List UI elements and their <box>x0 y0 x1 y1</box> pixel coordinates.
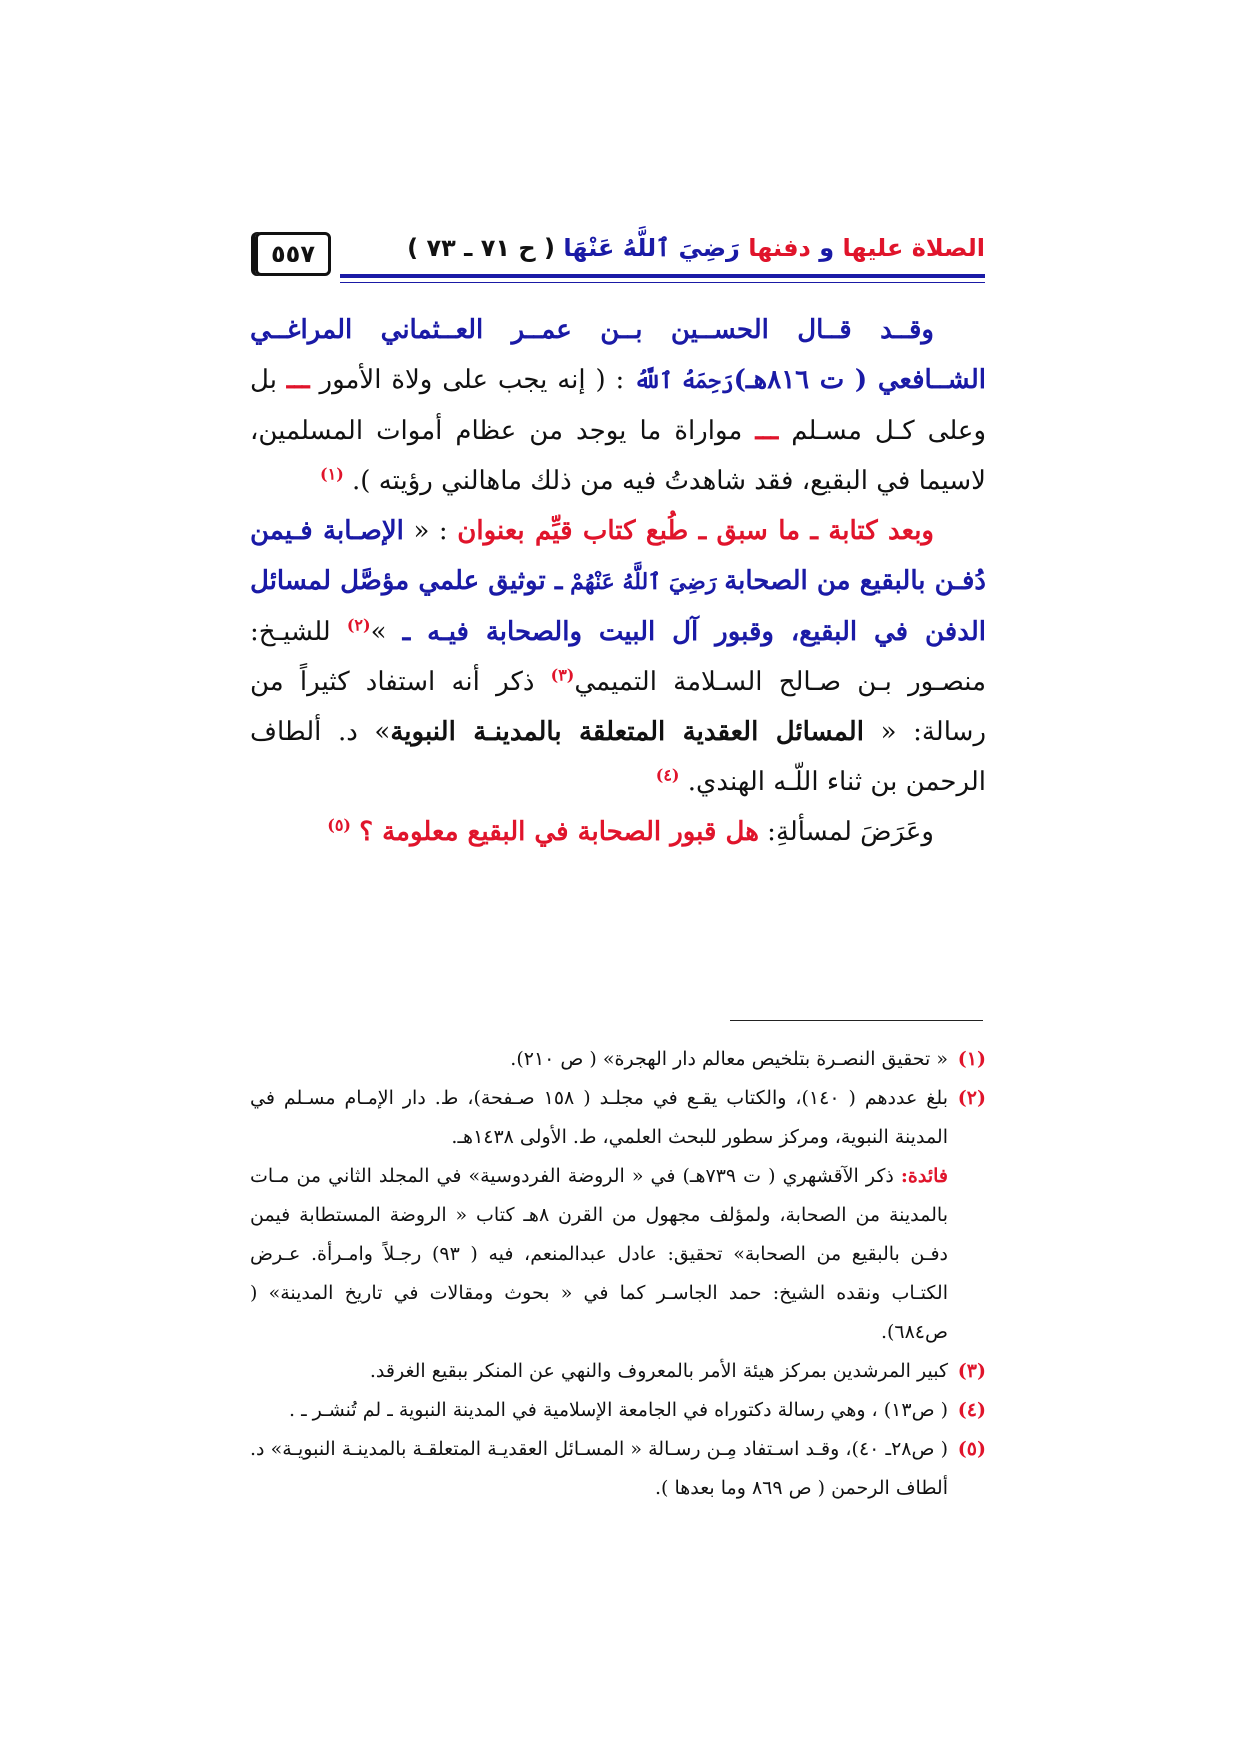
footnote-ref-3[interactable]: (٣) <box>550 665 575 685</box>
footnote-ref-2[interactable]: (٢) <box>346 615 371 635</box>
text-span: : « <box>403 516 458 546</box>
text-span: ذكر أنه استفاد كثيراً من رسالة: « <box>250 667 986 747</box>
footnote-text: ( ص١٣) ، وهي رسالة دكتوراه في الجامعة الإسلامية في المدينة النبوية ـ لم تُنشـر ـ . <box>289 1399 948 1421</box>
title-conjunction: و <box>810 234 843 262</box>
footnote-number: (١) <box>957 1048 986 1070</box>
header-rule <box>340 274 985 278</box>
footnotes <box>250 1040 986 1508</box>
main-text <box>250 305 986 857</box>
footnote-number: (٣) <box>957 1360 986 1382</box>
footnote-text: « تحقيق النصـرة بتلخيص معالم دار الهجرة» ( ص ٢١٠). <box>510 1048 948 1070</box>
thesis-title: المسائل العقدية المتعلقة بالمدينـة النبوية <box>390 717 864 747</box>
text-span: وعَرَضَ لمسألةِ: <box>758 817 934 847</box>
text-span: : ( إنه يجب على ولاة الأمور <box>309 365 635 395</box>
footnote-separator <box>730 1020 983 1021</box>
title-honorific: رَضِيَ ٱللَّهُ عَنْهَا <box>555 234 749 262</box>
running-title <box>407 234 985 262</box>
footnote-number: (٥) <box>957 1438 986 1460</box>
text-span: » د. ألطاف الرحمن بن ثناء اللّـه الهندي. <box>250 717 986 797</box>
benefit-label: فائدة: <box>900 1165 949 1187</box>
footnote-number: (٤) <box>957 1399 986 1421</box>
hadith-reference: ( ح ٧١ ـ ٧٣ ) <box>407 234 555 262</box>
page-number: ٥٥٧ <box>255 232 331 276</box>
footnote-1 <box>250 1040 986 1079</box>
text-span: مواراة ما يوجد من عظام أموات المسلمين، لاسيما في البقيع، فقد شاهدتُ فيه من ذلك ماهالني رؤيته ). <box>250 416 986 496</box>
footnote-ref-4[interactable]: (٤) <box>655 765 680 785</box>
footnote-benefit <box>250 1157 986 1352</box>
footnote-5 <box>250 1430 986 1508</box>
honorific: رَضِيَ ٱللَّهُ عَنْهُمْ <box>562 569 725 595</box>
book-subtitle: ـ توثيق علمي مؤصَّل لمسائل الدفن في البقيع، وقبور آل البيت والصحابة فيـه ـ <box>250 566 987 647</box>
dash: ـــ <box>286 365 310 395</box>
footnote-ref-5[interactable]: (٥) <box>327 815 351 835</box>
text-span: » <box>370 617 403 647</box>
footnote-text: ( ص٢٨ـ ٤٠)، وقـد اسـتفاد مِـن رسـالة « المسـائل العقديـة المتعلقـة بالمدينـة النبويـة» د. ألطاف الرحمن ( ص ٨٦٩ وما بعدها ). <box>250 1438 948 1499</box>
footnote-text: ذكر الآقشهري ( ت ٧٣٩هـ) في « الروضة الفردوسية» في المجلد الثاني من مـات بالمدينة من الصحابة، ولمؤلف مجهول من القرن ٨هـ كتاب « الروضة المستطابة فيمن دفـن بالبقيع من الصحابة» تحقيق: عادل عبدالمنعم، فيه ( ٩٣) رجـلاً وامـرأة. عـرض الكتـاب ونقده الشيخ: حمد الجاسـر كما في « بحوث ومقالات في تاريخ المدينة» ( ص٦٨٤). <box>250 1165 948 1343</box>
running-header <box>255 220 985 272</box>
paragraph-2 <box>250 506 986 807</box>
footnote-text: بلغ عددهم ( ١٤٠)، والكتاب يقـع في مجلـد ( ١٥٨ صـفحة)، ط. دار الإمـام مسـلم في المدينة النبوية، ومركز سطور للبحث العلمي، ط. الأولى ١٤٣٨هـ. <box>250 1087 948 1148</box>
footnote-2 <box>250 1079 986 1157</box>
footnote-ref-1[interactable]: (١) <box>320 464 344 484</box>
footnote-number: (٢) <box>957 1087 986 1109</box>
title-part-prayer: الصلاة عليها <box>842 234 985 262</box>
book-title: الإصـابة فـيمن دُفـن بالبقيع من الصحابة <box>250 516 987 596</box>
text-span: بل وعلى كـل مسـلم <box>250 365 986 446</box>
text-span: للشيـخ: منصـور بـن صـالح السـلامة التميمي <box>250 617 987 697</box>
text-highlight: وبعد كتابة ـ ما سبق ـ طُبع كتاب قيِّم بعنوان <box>457 516 934 546</box>
paragraph-3 <box>250 807 986 857</box>
honorific: رَحِمَهُ ٱللَّهُ <box>634 368 734 394</box>
footnote-3 <box>250 1352 986 1391</box>
footnote-text: كبير المرشدين بمركز هيئة الأمر بالمعروف والنهي عن المنكر ببقيع الغرقد. <box>369 1360 948 1382</box>
question-highlight: هل قبور الصحابة في البقيع معلومة ؟ <box>359 817 759 847</box>
header-rule-thin <box>340 282 985 283</box>
quote-attribution: وقــد قــال الحســين بــن عمــر العــثماني المراغــي الشــافعي ( ت ٨١٦هـ) <box>250 315 986 395</box>
title-part-burial: دفنها <box>748 234 811 262</box>
dash: ـــ <box>755 416 779 446</box>
footnote-4 <box>250 1391 986 1430</box>
paragraph-1 <box>250 305 986 506</box>
